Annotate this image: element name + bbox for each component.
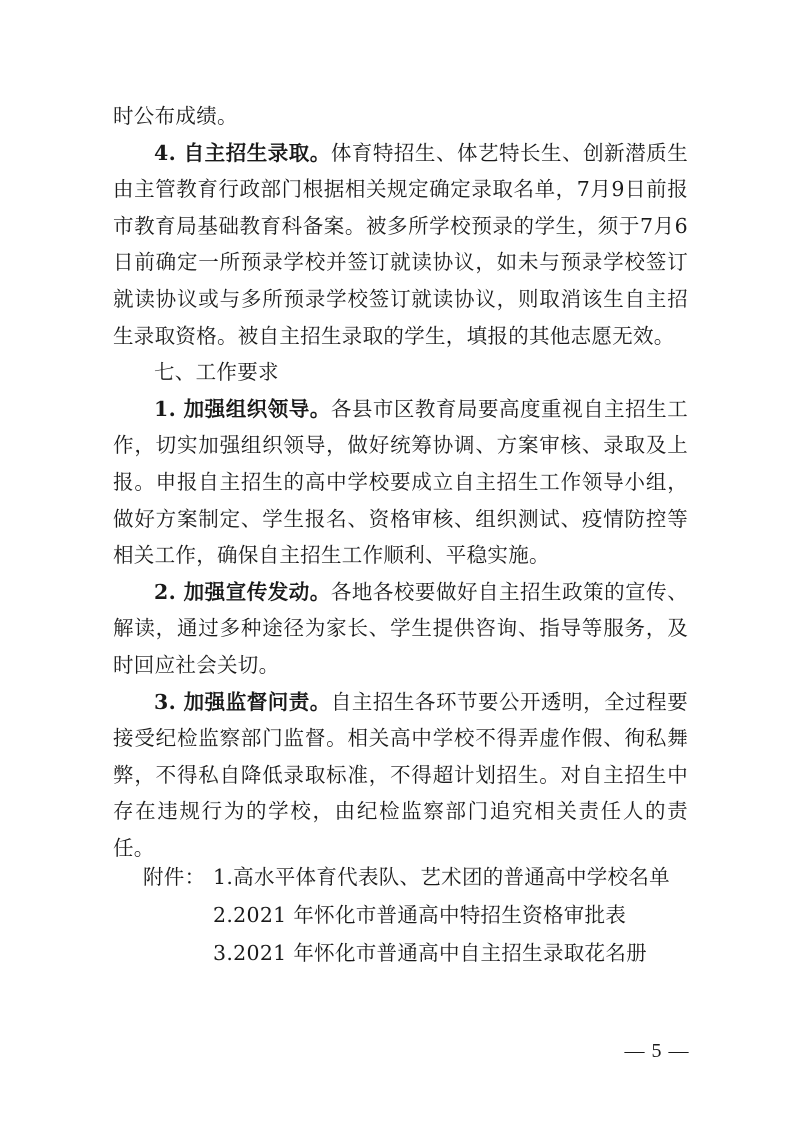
paragraph-text: 体育特招生、体艺特长生、创新潜质生由主管教育行政部门根据相关规定确定录取名单，7月9日前报市教育局基础教育科备案。被多所学校预录的学生，须于7月6日前确定一所预录学校并签订就读协议，如未与预录学校签订就读协议或与多所预录学校签订就读协议，则取消该生自主招生录取资格。被自主招生录取的学生，填报的其他志愿无效。 <box>113 140 688 348</box>
paragraph-lead: 4. 自主招生录取。 <box>154 140 331 165</box>
paragraph-text: 各县市区教育局要高度重视自主招生工作，切实加强组织领导，做好统筹协调、方案审核、录取及上报。申报自主招生的高中学校要成立自主招生工作领导小组，做好方案制定、学生报名、资格审核、组织测试、疫情防控等相关工作，确保自主招生工作顺利、平稳实施。 <box>113 396 688 568</box>
attachment-item <box>143 896 703 934</box>
paragraph-text: 各地各校要做好自主招生政策的宣传、解读，通过多种途径为家长、学生提供咨询、指导等服务，及时回应社会关切。 <box>113 579 688 677</box>
attachment-title: 2.2021 年怀化市普通高中特招生资格审批表 <box>213 903 627 927</box>
paragraph-lead: 1. 加强组织领导。 <box>154 396 331 421</box>
paragraph-text: 时公布成绩。 <box>113 104 238 128</box>
paragraph-lead: 2. 加强宣传发动。 <box>154 579 331 604</box>
attachments-list <box>143 858 703 972</box>
attachments-label: 附件： <box>143 865 206 889</box>
attachment-title: 1.高水平体育代表队、艺术团的普通高中学校名单 <box>213 865 670 889</box>
attachment-title: 3.2021 年怀化市普通高中自主招生录取花名册 <box>213 941 647 965</box>
paragraph-supervision <box>113 684 688 867</box>
paragraph-admission <box>113 135 688 355</box>
heading-text: 七、工作要求 <box>154 360 279 385</box>
page-number: — 5 — <box>624 1040 690 1062</box>
paragraph-continuation <box>113 98 688 135</box>
attachment-item <box>143 934 703 972</box>
attachment-item <box>143 858 703 896</box>
paragraph-leadership <box>113 391 688 574</box>
section-heading <box>113 354 688 391</box>
paragraph-publicity <box>113 574 688 684</box>
body-text <box>113 98 688 866</box>
paragraph-text: 自主招生各环节要公开透明，全过程要接受纪检监察部门监督。相关高中学校不得弄虚作假、徇私舞弊，不得私自降低录取标准，不得超计划招生。对自主招生中存在违规行为的学校，由纪检监察部门追究相关责任人的责任。 <box>113 689 688 860</box>
paragraph-lead: 3. 加强监督问责。 <box>154 689 331 714</box>
